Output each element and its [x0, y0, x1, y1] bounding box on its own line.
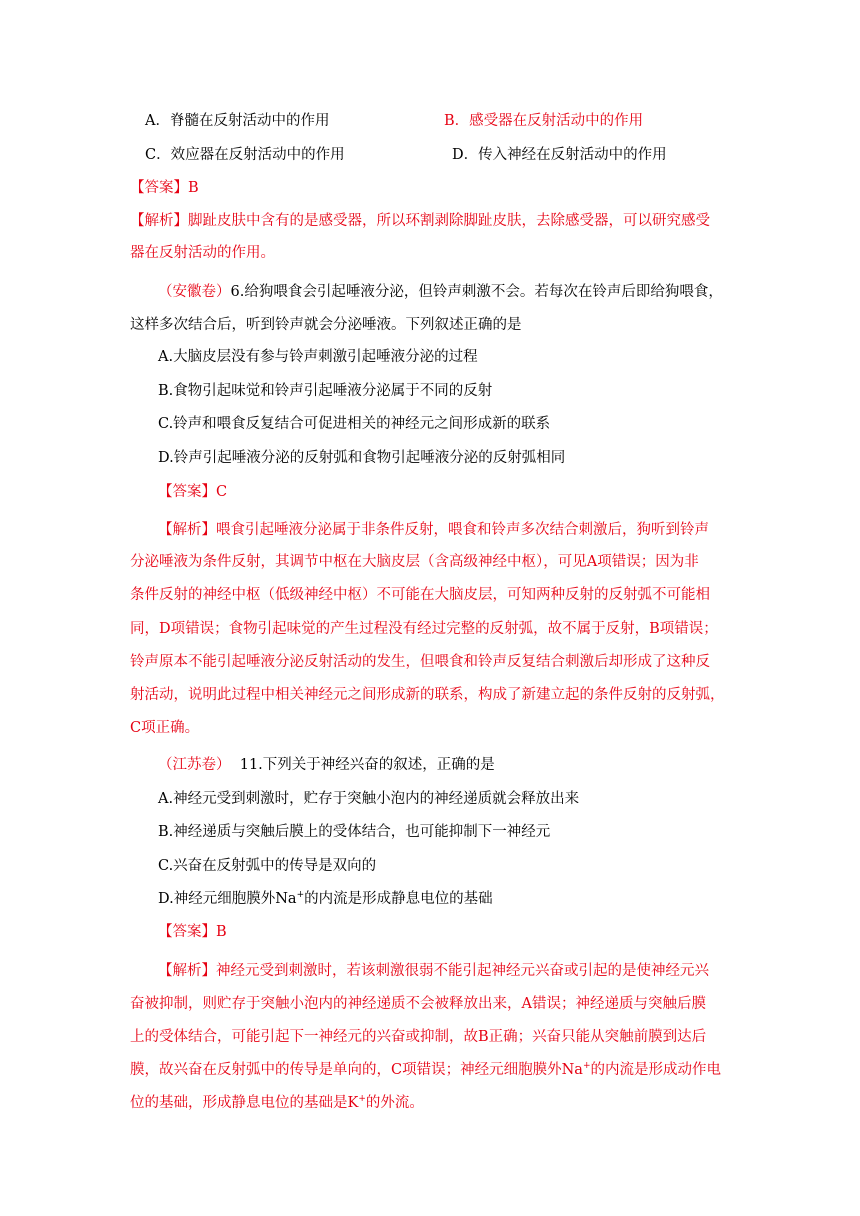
analysis-text: 喂食引起唾液分泌属于非条件反射，喂食和铃声多次结合刺激后，狗听到铃声 [216, 522, 709, 538]
q6-option-b: B.食物引起味觉和铃声引起唾液分泌属于不同的反射 [158, 383, 493, 399]
analysis-text: 脚趾皮肤中含有的是感受器，所以环割剥除脚趾皮肤，去除感受器，可以研究感受 [188, 213, 710, 229]
q6-analysis-line4: 同，D项错误；食物引起味觉的产生过程没有经过完整的反射弧，故不属于反射，B项错误； [130, 621, 718, 637]
q11-option-c: C.兴奋在反射弧中的传导是双向的 [158, 858, 377, 874]
option-d-text-pre: D.神经元细胞膜外Na [158, 891, 297, 907]
q5-option-a: A．脊髓在反射活动中的作用 [145, 113, 330, 129]
q6-stem-line2: 这样多次结合后，听到铃声就会分泌唾液。下列叙述正确的是 [130, 317, 522, 333]
analysis-text-pre: 膜，故兴奋在反射弧中的传导是单向的，C项错误；神经元细胞膜外Na [130, 1062, 583, 1078]
answer-label: 【答案】 [158, 924, 216, 940]
analysis-label: 【解析】 [158, 522, 216, 538]
q11-stem [158, 755, 495, 775]
answer-value: B [188, 180, 199, 196]
q11-stem-text: 11.下列关于神经兴奋的叙述，正确的是 [230, 757, 495, 773]
analysis-text-post: 的内流是形成动作电 [590, 1062, 721, 1078]
q6-analysis-line6: 射活动，说明此过程中相关神经元之间形成新的联系，构成了新建立起的条件反射的反射弧， [130, 687, 725, 703]
q6-option-d: D.铃声引起唾液分泌的反射弧和食物引起唾液分泌的反射弧相同 [158, 450, 566, 466]
answer-label: 【答案】 [130, 180, 188, 196]
q5-answer [130, 178, 199, 198]
q5-analysis-line1 [130, 211, 710, 231]
q11-analysis-line5 [130, 1093, 424, 1113]
q5-option-c: C．效应器在反射活动中的作用 [145, 147, 345, 163]
q6-stem-text: 6.给狗喂食会引起唾液分泌，但铃声刺激不会。若每次在铃声后即给狗喂食， [230, 284, 723, 300]
q5-option-b: B．感受器在反射活动中的作用 [444, 113, 644, 129]
q11-analysis-line3: 上的受体结合，可能引起下一神经元的兴奋或抑制，故B正确；兴奋只能从突触前膜到达后 [130, 1029, 707, 1045]
q11-analysis-line4 [130, 1060, 721, 1080]
q11-analysis-line2: 奋被抑制，则贮存于突触小泡内的神经递质不会被释放出来，A错误；神经递质与突触后膜 [130, 996, 706, 1012]
q11-option-b: B.神经递质与突触后膜上的受体结合，也可能抑制下一神经元 [158, 824, 551, 840]
q11-source: （江苏卷） [158, 757, 231, 773]
q6-analysis-line3: 条件反射的神经中枢（低级神经中枢）不可能在大脑皮层，可知两种反射的反射弧不可能相 [130, 587, 710, 603]
q5-analysis-line2: 器在反射活动的作用。 [130, 245, 275, 261]
q6-analysis-line7: C项正确。 [130, 720, 200, 736]
q6-source: （安徽卷） [158, 284, 231, 300]
option-d-superscript: + [296, 890, 305, 901]
q5-option-d: D．传入神经在反射活动中的作用 [452, 147, 667, 163]
q6-option-c: C.铃声和喂食反复结合可促进相关的神经元之间形成新的联系 [158, 416, 551, 432]
option-d-text-post: 的内流是形成静息电位的基础 [304, 891, 493, 907]
analysis-superscript: + [358, 1094, 366, 1105]
q11-option-a: A.神经元受到刺激时，贮存于突触小泡内的神经递质就会释放出来 [158, 791, 580, 807]
q6-option-a: A.大脑皮层没有参与铃声刺激引起唾液分泌的过程 [158, 349, 478, 365]
q11-answer [158, 922, 227, 942]
analysis-superscript: + [582, 1061, 591, 1072]
q11-option-d [158, 889, 493, 909]
answer-value: B [216, 924, 227, 940]
q6-analysis-line1 [158, 520, 709, 540]
q6-analysis-line2: 分泌唾液为条件反射，其调节中枢在大脑皮层（含高级神经中枢），可见A项错误；因为非 [130, 554, 699, 570]
analysis-label: 【解析】 [130, 213, 188, 229]
answer-label: 【答案】 [158, 484, 216, 500]
answer-value: C [216, 484, 228, 500]
q6-stem-line1 [158, 282, 723, 302]
analysis-text: 神经元受到刺激时，若该刺激很弱不能引起神经元兴奋或引起的是使神经元兴 [216, 963, 709, 979]
q11-analysis-line1 [158, 961, 709, 981]
analysis-label: 【解析】 [158, 963, 216, 979]
analysis-text-pre: 位的基础，形成静息电位的基础是K [130, 1095, 359, 1111]
q6-answer [158, 482, 227, 502]
q6-analysis-line5: 铃声原本不能引起唾液分泌反射活动的发生，但喂食和铃声反复结合刺激后却形成了这种反 [130, 654, 710, 670]
analysis-text-post: 的外流。 [365, 1095, 424, 1111]
